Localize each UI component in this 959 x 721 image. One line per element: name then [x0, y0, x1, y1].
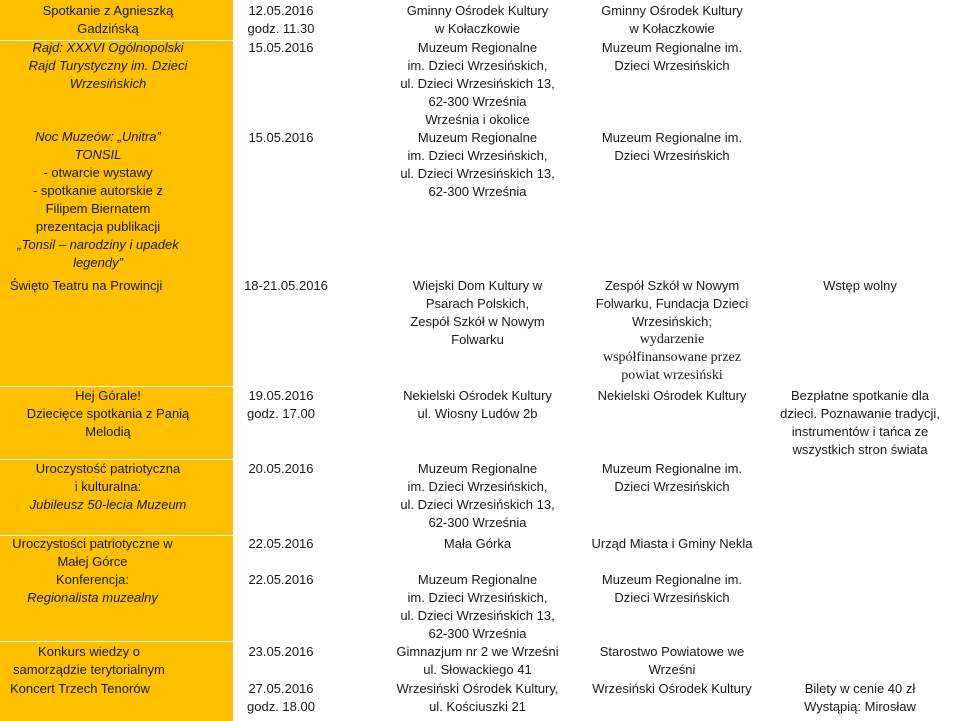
event-organizer: Muzeum Regionalne im. Dzieci Wrzesińskich — [601, 572, 743, 605]
event-title: Spotkanie z Agnieszką Gadzińską — [42, 3, 174, 36]
event-date: 15.05.2016 — [248, 40, 314, 55]
event-date: 12.05.2016 godz. 11.30 — [247, 3, 315, 36]
event-title: Hej Górale! Dziecięce spotkania z Panią Melodią — [26, 388, 190, 439]
event-organizer: Starostwo Powiatowe we Wrześni — [599, 644, 745, 677]
event-date: 22.05.2016 — [248, 572, 314, 587]
event-organizer: Muzeum Regionalne im. Dzieci Wrzesińskich — [601, 40, 743, 73]
event-venue: Wiejski Dom Kultury w Psarach Polskich, Zespół Szkół w Nowym Folwarku — [410, 278, 545, 347]
event-title: Uroczystości patriotyczne w Małej Górce — [12, 536, 173, 569]
event-venue: Wrzesiński Ośrodek Kultury, ul. Kościuszki 21 — [396, 681, 559, 714]
event-date: 23.05.2016 — [248, 644, 314, 659]
event-venue: Muzeum Regionalne im. Dzieci Wrzesińskich, ul. Dzieci Wrzesińskich 13, 62-300 Września — [400, 572, 555, 641]
event-title: Święto Teatru na Prowincji — [10, 278, 163, 293]
event-venue: Muzeum Regionalne im. Dzieci Wrzesińskich, ul. Dzieci Wrzesińskich 13, 62-300 Września Września i okolice — [400, 40, 555, 127]
event-venue: Gimnazjum nr 2 we Wrześni ul. Słowackiego 41 — [396, 644, 559, 677]
event-title: Noc Muzeów: „Unitra” TONSIL — [35, 129, 161, 162]
event-title: - otwarcie wystawy - spotkanie autorskie z Filipem Biernatem prezentacja publikacji — [32, 165, 164, 234]
event-venue: Muzeum Regionalne im. Dzieci Wrzesińskich, ul. Dzieci Wrzesińskich 13, 62-300 Września — [400, 461, 555, 530]
event-organizer: Zespół Szkół w Nowym Folwarku, Fundacja Dzieci Wrzesińskich; wydarzenie współfinansowane przez powiat wrzesiński — [595, 278, 749, 383]
event-organizer: Nekielski Ośrodek Kultury — [597, 388, 747, 403]
event-title: Rajd: XXXVI Ogólnopolski Rajd Turystyczny im. Dzieci Wrzesińskich — [28, 40, 188, 91]
event-title: Koncert Trzech Tenorów — [10, 681, 150, 696]
event-title: Konkurs wiedzy o samorządzie terytorialnym — [13, 644, 165, 677]
event-notes: Wstęp wolny — [823, 278, 897, 293]
event-date: 22.05.2016 — [248, 536, 314, 551]
event-venue: Mała Górka — [443, 536, 512, 551]
event-organizer: Gminny Ośrodek Kultury w Kołaczkowie — [601, 3, 743, 36]
event-organizer: Urząd Miasta i Gminy Nekla — [591, 536, 753, 551]
event-venue: Muzeum Regionalne im. Dzieci Wrzesińskich, ul. Dzieci Wrzesińskich 13, 62-300 Września — [400, 130, 555, 199]
event-title: Uroczystość patriotyczna i kulturalna: Jubileusz 50-lecia Muzeum — [29, 461, 187, 512]
event-organizer: Muzeum Regionalne im. Dzieci Wrzesińskich — [601, 461, 743, 494]
event-notes: Bilety w cenie 40 zł Wystąpią: Mirosław — [804, 681, 916, 714]
event-date: 15.05.2016 — [248, 130, 314, 145]
event-organizer: Wrzesiński Ośrodek Kultury — [592, 681, 752, 696]
event-title: Konferencja: Regionalista muzealny — [27, 572, 158, 605]
event-venue: Nekielski Ośrodek Kultury ul. Wiosny Ludów 2b — [403, 388, 552, 421]
event-title: „Tonsil – narodziny i upadek legendy” — [17, 237, 179, 270]
event-organizer: Muzeum Regionalne im. Dzieci Wrzesińskich — [601, 130, 743, 163]
event-date: 20.05.2016 — [248, 461, 314, 476]
event-venue: Gminny Ośrodek Kultury w Kołaczkowie — [406, 3, 549, 36]
event-date: 27.05.2016 godz. 18.00 — [247, 681, 315, 714]
event-date: 18-21.05.2016 — [244, 278, 328, 293]
event-date: 19.05.2016 godz. 17.00 — [247, 388, 315, 421]
event-notes: Bezpłatne spotkanie dla dzieci. Poznawanie tradycji, instrumentów i tańca ze wszystkich stron świata — [780, 388, 940, 457]
